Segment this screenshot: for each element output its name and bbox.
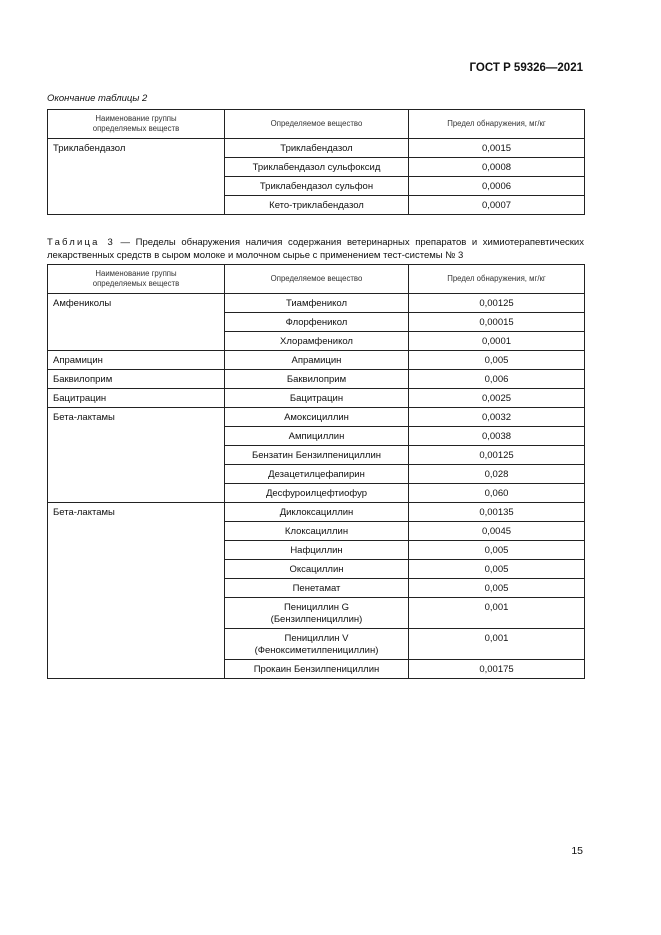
limit-cell: 0,0015 [409, 139, 585, 158]
limit-cell: 0,005 [409, 579, 585, 598]
substance-cell: Пенициллин G (Бензилпенициллин) [225, 598, 409, 629]
substance-cell: Баквилоприм [225, 370, 409, 389]
limit-cell: 0,001 [409, 598, 585, 629]
substance-cell: Тиамфеникол [225, 294, 409, 313]
substance-cell: Апрамицин [225, 351, 409, 370]
substance-cell: Нафциллин [225, 541, 409, 560]
page-number: 15 [571, 845, 583, 857]
table3 [47, 264, 585, 679]
substance-cell: Десфуроилцефтиофур [225, 484, 409, 503]
limit-cell: 0,005 [409, 560, 585, 579]
substance-cell: Кето-триклабендазол [225, 196, 409, 215]
col-limit-header: Предел обнаружения, мг/кг [409, 110, 585, 139]
table3-caption: Таблица 3 — Пределы обнаружения наличия содержания ветеринарных препаратов и химиотерапевтических лекарственных средств в сыром молоке и молочном сырье с применением тест-системы № 3 [47, 237, 584, 261]
col-group-header: Наименование группы определяемых веществ [48, 110, 225, 139]
table2 [47, 109, 585, 215]
substance-cell: Прокаин Бензилпенициллин [225, 660, 409, 679]
substance-cell: Оксациллин [225, 560, 409, 579]
limit-cell: 0,00125 [409, 446, 585, 465]
group-name-cell: Триклабендазол [48, 139, 225, 215]
table2-caption: Окончание таблицы 2 [47, 93, 148, 104]
substance-cell: Дезацетилцефапирин [225, 465, 409, 484]
substance-cell: Триклабендазол [225, 139, 409, 158]
col-substance-header: Определяемое вещество [225, 265, 409, 294]
substance-cell: Ампициллин [225, 427, 409, 446]
limit-cell: 0,005 [409, 351, 585, 370]
substance-cell: Бацитрацин [225, 389, 409, 408]
group-name-cell: Бета-лактамы [48, 503, 225, 679]
limit-cell: 0,0038 [409, 427, 585, 446]
group-name-cell: Баквилоприм [48, 370, 225, 389]
substance-cell: Пенициллин V (Феноксиметилпенициллин) [225, 629, 409, 660]
standard-number: ГОСТ Р 59326—2021 [469, 62, 583, 74]
limit-cell: 0,0007 [409, 196, 585, 215]
limit-cell: 0,028 [409, 465, 585, 484]
substance-cell: Триклабендазол сульфон [225, 177, 409, 196]
table-row [48, 351, 585, 370]
limit-cell: 0,0025 [409, 389, 585, 408]
limit-cell: 0,0032 [409, 408, 585, 427]
substance-cell: Флорфеникол [225, 313, 409, 332]
limit-cell: 0,00125 [409, 294, 585, 313]
table-row [48, 139, 585, 158]
group-name-cell: Бацитрацин [48, 389, 225, 408]
table-row [48, 389, 585, 408]
limit-cell: 0,001 [409, 629, 585, 660]
limit-cell: 0,00015 [409, 313, 585, 332]
limit-cell: 0,0006 [409, 177, 585, 196]
limit-cell: 0,00135 [409, 503, 585, 522]
group-name-cell: Бета-лактамы [48, 408, 225, 503]
limit-cell: 0,006 [409, 370, 585, 389]
substance-cell: Амоксициллин [225, 408, 409, 427]
group-name-cell: Апрамицин [48, 351, 225, 370]
limit-cell: 0,005 [409, 541, 585, 560]
table-row [48, 408, 585, 427]
substance-cell: Хлорамфеникол [225, 332, 409, 351]
table-row [48, 294, 585, 313]
limit-cell: 0,0001 [409, 332, 585, 351]
substance-cell: Триклабендазол сульфоксид [225, 158, 409, 177]
limit-cell: 0,0008 [409, 158, 585, 177]
limit-cell: 0,00175 [409, 660, 585, 679]
group-name-cell: Амфениколы [48, 294, 225, 351]
col-substance-header: Определяемое вещество [225, 110, 409, 139]
substance-cell: Бензатин Бензилпенициллин [225, 446, 409, 465]
table2-header-row [48, 110, 585, 139]
substance-cell: Пенетамат [225, 579, 409, 598]
table-row [48, 370, 585, 389]
substance-cell: Диклоксациллин [225, 503, 409, 522]
table-row [48, 503, 585, 522]
col-group-header: Наименование группы определяемых веществ [48, 265, 225, 294]
limit-cell: 0,0045 [409, 522, 585, 541]
col-limit-header: Предел обнаружения, мг/кг [409, 265, 585, 294]
table3-header-row [48, 265, 585, 294]
limit-cell: 0,060 [409, 484, 585, 503]
substance-cell: Клоксациллин [225, 522, 409, 541]
